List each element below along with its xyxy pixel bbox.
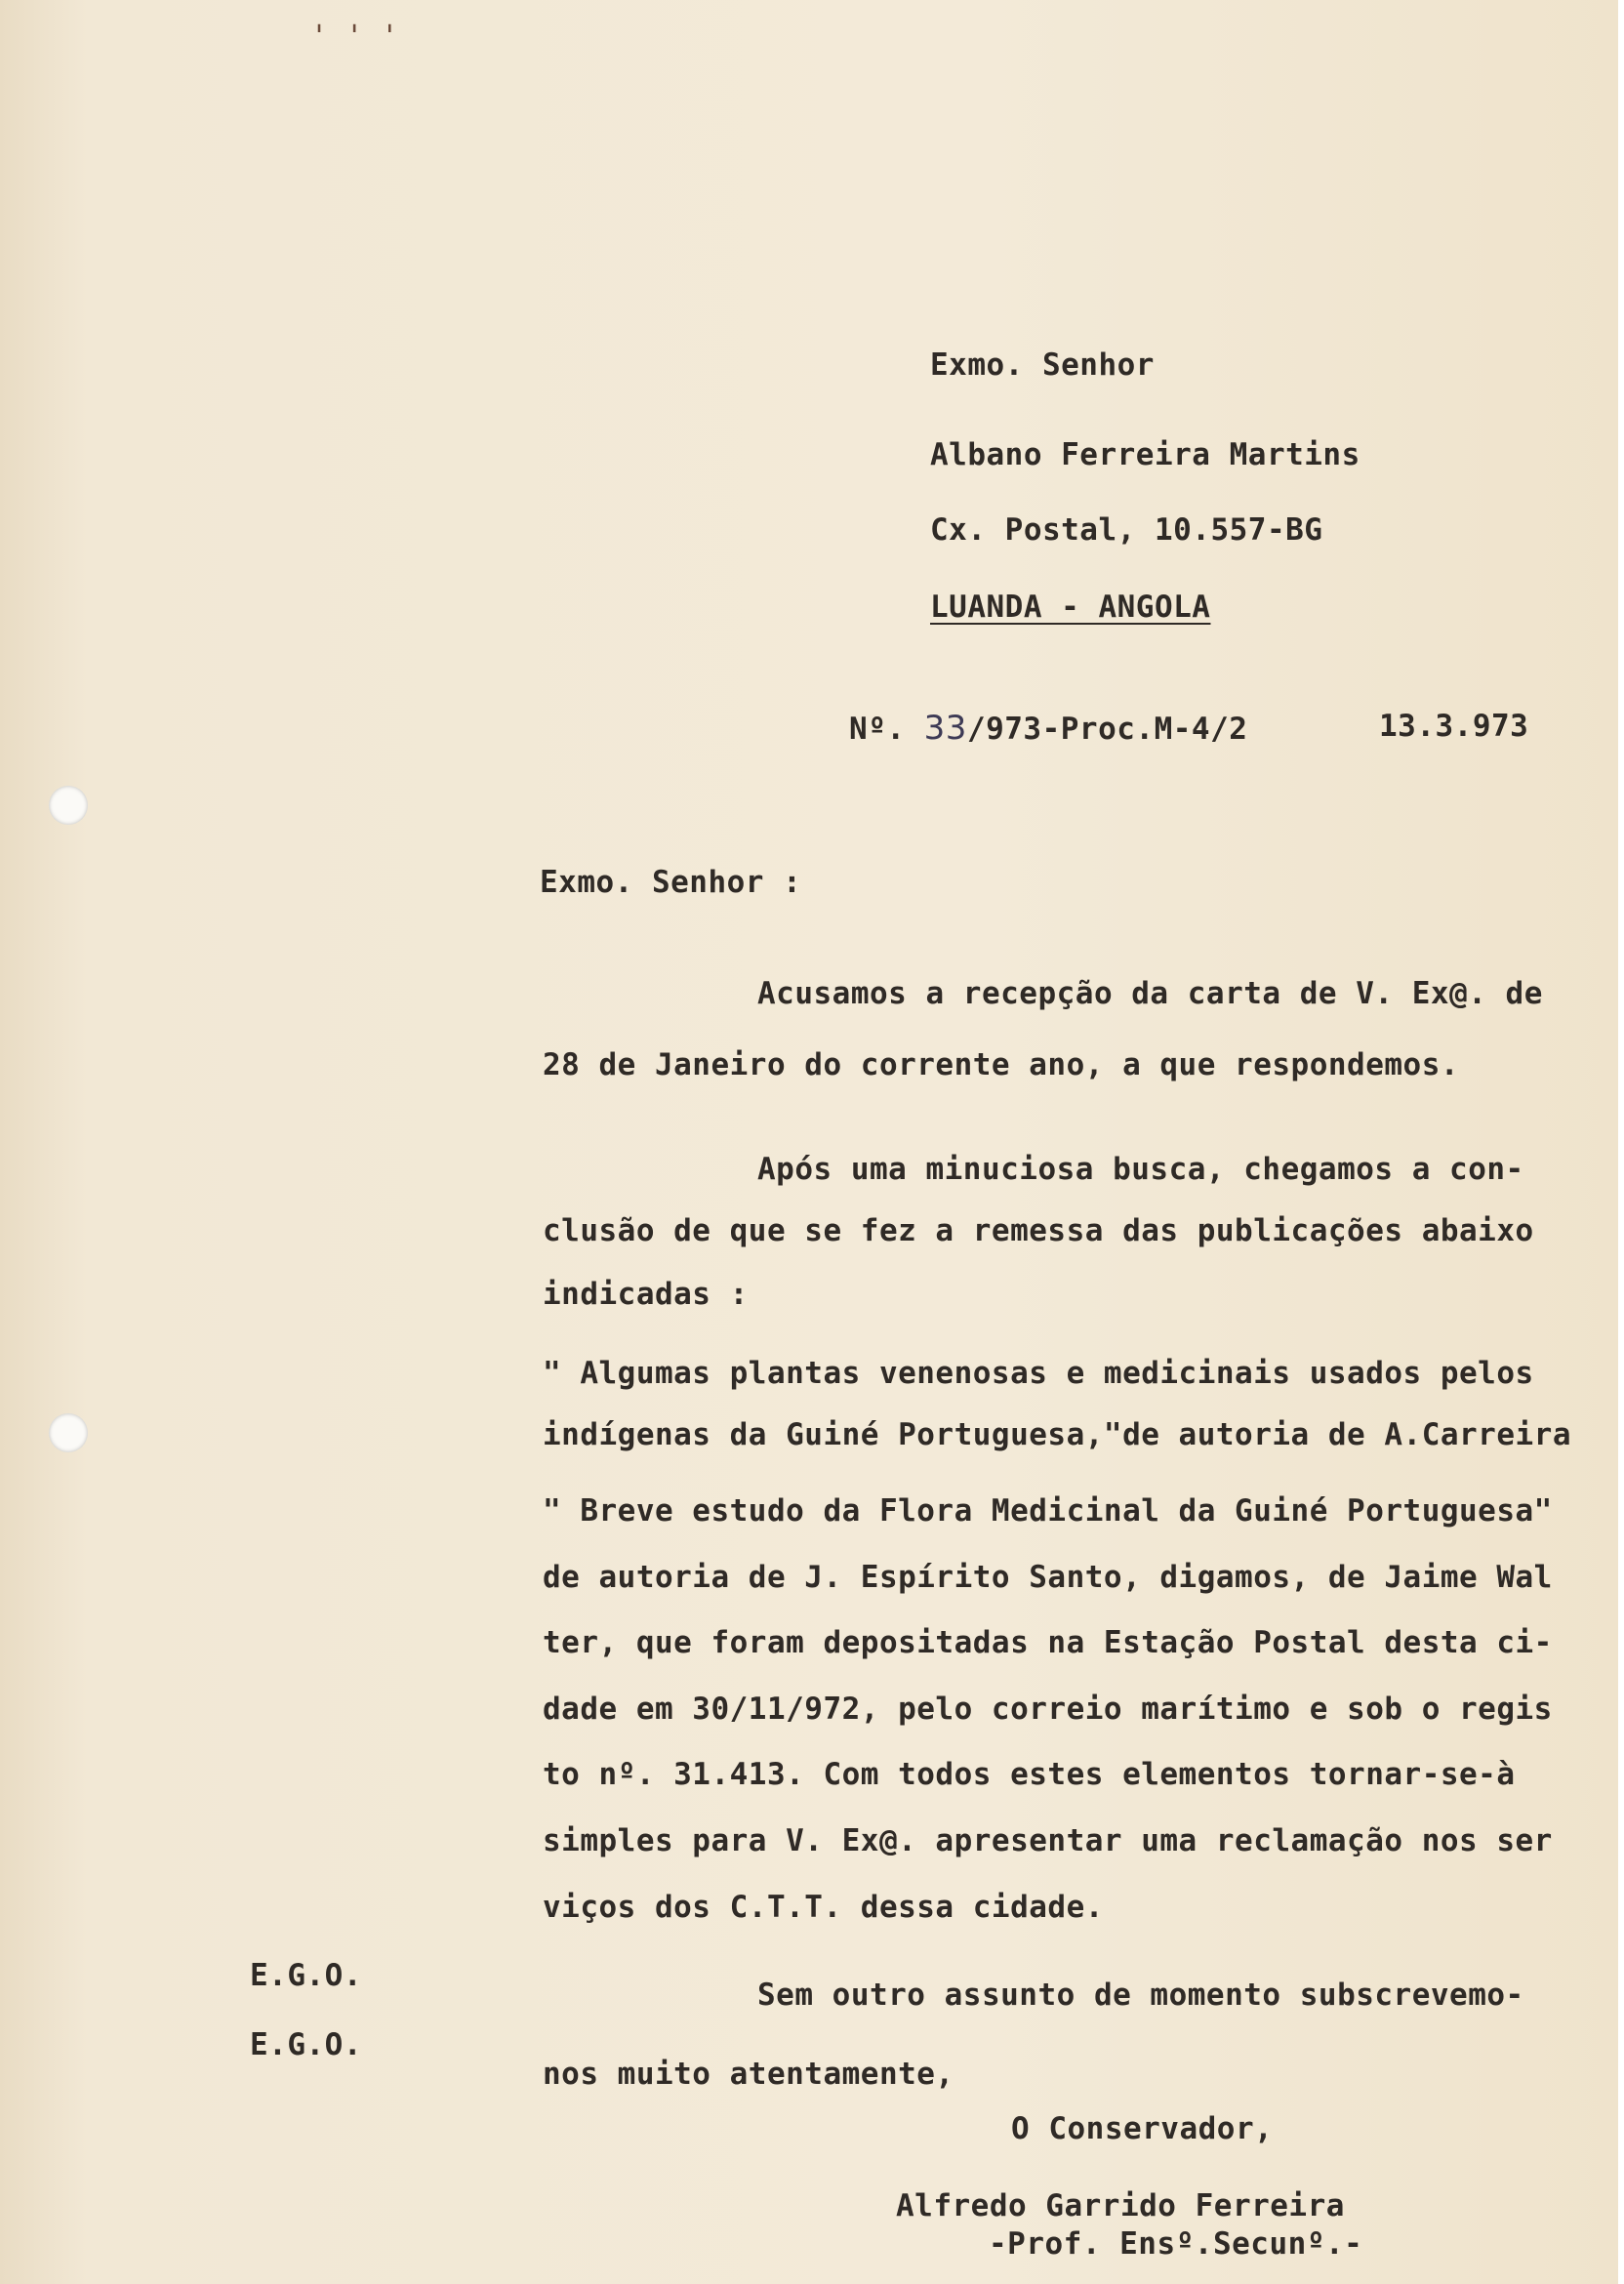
top-ink-mark: ' ' ' bbox=[310, 20, 399, 54]
body-line: nos muito atentamente, bbox=[543, 2057, 954, 2092]
reference-handwritten-number: 33 bbox=[923, 709, 967, 748]
greeting: Exmo. Senhor : bbox=[540, 865, 802, 900]
body-line: dade em 30/11/972, pelo correio marítimo e sob o regis bbox=[543, 1692, 1553, 1727]
recipient-city: LUANDA - ANGOLA bbox=[930, 590, 1211, 625]
reference-date: 13.3.973 bbox=[1379, 709, 1529, 744]
body-line: viços dos C.T.T. dessa cidade. bbox=[543, 1890, 1104, 1925]
reference-suffix: /973-Proc.M-4/2 bbox=[966, 712, 1248, 747]
page-edge bbox=[1618, 0, 1624, 2284]
signatory-name: Alfredo Garrido Ferreira bbox=[896, 2188, 1345, 2223]
body-line: to nº. 31.413. Com todos estes elementos tornar-se-à bbox=[543, 1757, 1516, 1792]
body-line: de autoria de J. Espírito Santo, digamos, de Jaime Wal bbox=[543, 1560, 1553, 1595]
body-line: " Algumas plantas venenosas e medicinais usados pelos bbox=[543, 1356, 1534, 1391]
recipient-postal: Cx. Postal, 10.557-BG bbox=[930, 512, 1323, 548]
reference-line bbox=[849, 709, 1247, 748]
body-line: ter, que foram depositadas na Estação Postal desta ci- bbox=[543, 1625, 1553, 1660]
punch-hole-lower bbox=[49, 1413, 88, 1452]
body-line: indígenas da Guiné Portuguesa,"de autoria de A.Carreira bbox=[543, 1417, 1571, 1452]
initials-1: E.G.O. bbox=[250, 1958, 362, 1993]
punch-hole-upper bbox=[49, 786, 88, 825]
body-line: clusão de que se fez a remessa das publicações abaixo bbox=[543, 1213, 1534, 1248]
recipient-salutation: Exmo. Senhor bbox=[930, 347, 1155, 383]
recipient-name: Albano Ferreira Martins bbox=[930, 437, 1360, 472]
body-line: 28 de Janeiro do corrente ano, a que respondemos. bbox=[543, 1047, 1460, 1082]
body-line: simples para V. Ex@. apresentar uma reclamação nos ser bbox=[543, 1823, 1553, 1858]
body-line: Acusamos a recepção da carta de V. Ex@. de bbox=[757, 976, 1543, 1011]
closing-role: O Conservador, bbox=[1011, 2111, 1274, 2146]
body-line: Após uma minuciosa busca, chegamos a con- bbox=[757, 1152, 1524, 1187]
body-line: " Breve estudo da Flora Medicinal da Guiné Portuguesa" bbox=[543, 1493, 1553, 1529]
initials-2: E.G.O. bbox=[250, 2027, 362, 2062]
reference-prefix: Nº. bbox=[849, 712, 906, 747]
body-line: indicadas : bbox=[543, 1277, 749, 1312]
body-line: Sem outro assunto de momento subscrevemo- bbox=[757, 1978, 1524, 2013]
signatory-title: -Prof. Ensº.Secunº.- bbox=[989, 2226, 1363, 2262]
